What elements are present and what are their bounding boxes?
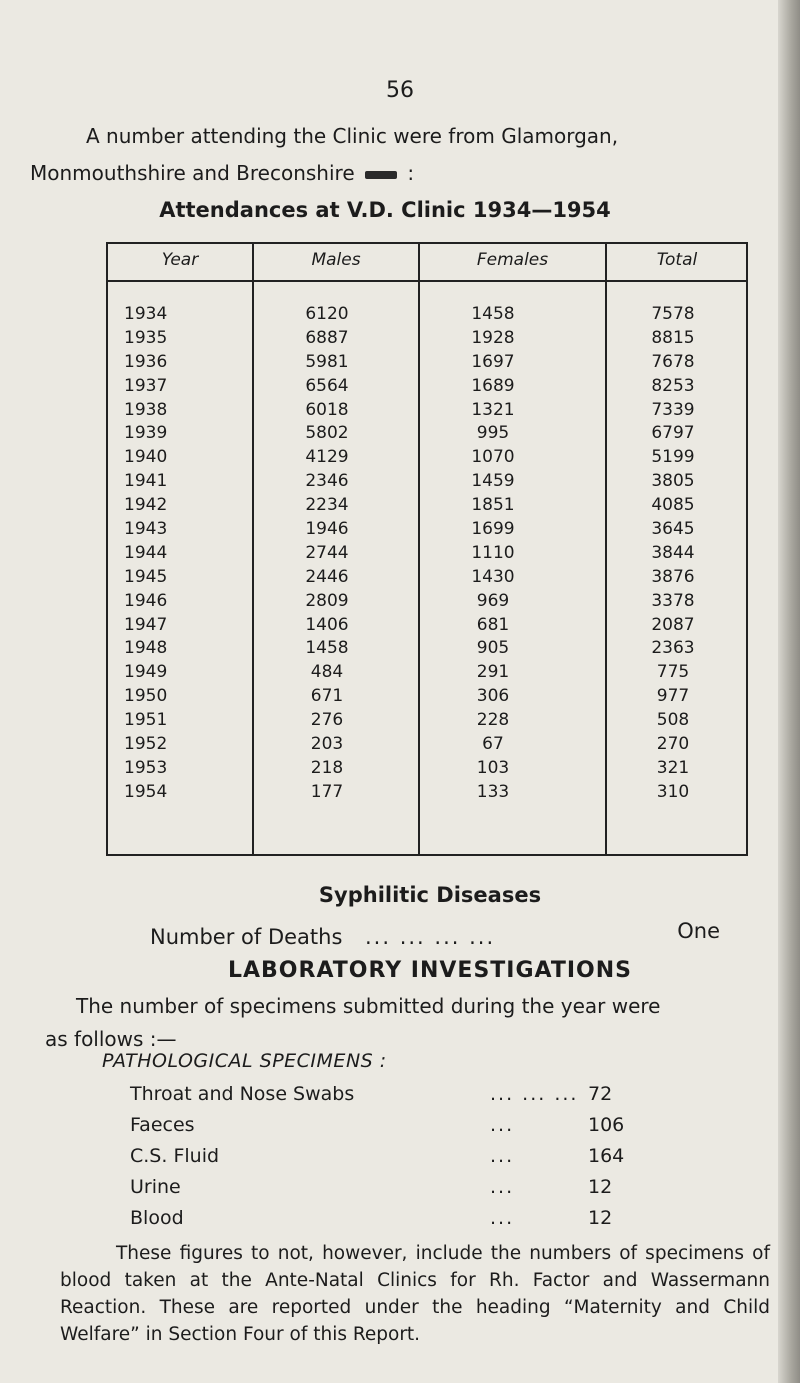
- intro-line-2-text: Monmouthshire and Breconshire: [30, 161, 355, 185]
- table-row: [108, 734, 746, 758]
- footnote-paragraph: [60, 1240, 770, 1348]
- year-cell: 1951: [124, 710, 168, 731]
- table-row: [108, 591, 746, 615]
- leader-dots: ...: [490, 1176, 515, 1198]
- females-cell: 1110: [471, 542, 515, 563]
- males-cell: 4129: [305, 447, 349, 468]
- table-row: [108, 400, 746, 424]
- females-cell: 306: [476, 686, 510, 707]
- total-cell: 3645: [651, 519, 695, 540]
- table-row: [108, 543, 746, 567]
- intro-line-2-colon: :: [407, 161, 415, 185]
- total-cell: 2363: [651, 638, 695, 659]
- table-title: Attendances at V.D. Clinic 1934—1954: [159, 198, 611, 222]
- year-cell: 1949: [124, 662, 168, 683]
- intro-line-1: A number attending the Clinic were from Glamorgan,: [86, 124, 619, 148]
- table-row: [108, 304, 746, 328]
- table-row: [108, 662, 746, 686]
- males-cell: 2744: [305, 542, 349, 563]
- year-cell: 1946: [124, 590, 168, 611]
- table-row: [108, 710, 746, 734]
- total-cell: 775: [656, 662, 690, 683]
- males-cell: 203: [310, 734, 344, 755]
- males-cell: 6018: [305, 399, 349, 420]
- total-cell: 310: [656, 781, 690, 802]
- specimen-count: 72: [588, 1083, 613, 1105]
- total-cell: 270: [656, 734, 690, 755]
- specimen-count: 106: [588, 1114, 625, 1136]
- males-cell: 218: [310, 757, 344, 778]
- males-cell: 6120: [305, 304, 349, 324]
- total-cell: 3378: [651, 590, 695, 611]
- deaths-value: One: [677, 919, 720, 943]
- females-cell: 1851: [471, 495, 515, 516]
- females-cell: 1070: [471, 447, 515, 468]
- total-cell: 8253: [651, 375, 695, 396]
- total-cell: 3805: [651, 471, 695, 492]
- laboratory-intro-line-1: The number of specimens submitted during the year were: [76, 994, 661, 1018]
- table-row: [108, 376, 746, 400]
- leader-dots: ... ... ... ...: [365, 925, 496, 949]
- intro-line-2: [30, 155, 786, 192]
- females-cell: 1459: [471, 471, 515, 492]
- column-header-males: Males: [311, 250, 361, 270]
- specimen-count: 12: [588, 1207, 613, 1229]
- table-row: [108, 567, 746, 591]
- year-cell: 1948: [124, 638, 168, 659]
- females-cell: 228: [476, 710, 510, 731]
- males-cell: 5981: [305, 351, 349, 372]
- specimens-heading: PATHOLOGICAL SPECIMENS :: [102, 1050, 387, 1072]
- males-cell: 2346: [305, 471, 349, 492]
- header-divider: [108, 280, 746, 282]
- specimen-row: [130, 1207, 690, 1238]
- column-header-females: Females: [476, 250, 549, 270]
- specimen-row: [130, 1114, 690, 1145]
- attendance-table: [106, 242, 748, 856]
- table-row: [108, 758, 746, 782]
- females-cell: 67: [482, 734, 504, 755]
- females-cell: 1928: [471, 327, 515, 348]
- year-cell: 1952: [124, 734, 168, 755]
- females-cell: 291: [476, 662, 510, 683]
- year-cell: 1945: [124, 566, 168, 587]
- table-row: [108, 423, 746, 447]
- males-cell: 671: [310, 686, 344, 707]
- females-cell: 905: [476, 638, 510, 659]
- males-cell: 2809: [305, 590, 349, 611]
- males-cell: 6887: [305, 327, 349, 348]
- specimen-row: [130, 1083, 690, 1114]
- table-row: [108, 686, 746, 710]
- females-cell: 1430: [471, 566, 515, 587]
- total-cell: 7578: [651, 304, 695, 324]
- page-number: 56: [386, 78, 414, 103]
- year-cell: 1936: [124, 351, 168, 372]
- males-cell: 1406: [305, 614, 349, 635]
- total-cell: 8815: [651, 327, 695, 348]
- table-row: [108, 615, 746, 639]
- table-row: [108, 519, 746, 543]
- females-cell: 681: [476, 614, 510, 635]
- laboratory-heading: LABORATORY INVESTIGATIONS: [227, 958, 633, 983]
- total-cell: 6797: [651, 423, 695, 444]
- year-cell: 1939: [124, 423, 168, 444]
- specimen-name: Faeces: [130, 1114, 195, 1136]
- laboratory-intro-line-2: as follows :—: [45, 1027, 177, 1051]
- year-cell: 1943: [124, 519, 168, 540]
- column-header-year: Year: [161, 250, 199, 270]
- total-cell: 508: [656, 710, 690, 731]
- table-row: [108, 782, 746, 806]
- page-edge-shadow: [778, 0, 800, 1383]
- intro-paragraph: [30, 118, 786, 192]
- males-cell: 276: [310, 710, 344, 731]
- males-cell: 484: [310, 662, 344, 683]
- specimen-name: Throat and Nose Swabs: [130, 1083, 355, 1105]
- specimen-count: 164: [588, 1145, 625, 1167]
- laboratory-intro: [45, 990, 796, 1056]
- year-cell: 1947: [124, 614, 168, 635]
- year-cell: 1944: [124, 542, 168, 563]
- males-cell: 1458: [305, 638, 349, 659]
- table-row: [108, 638, 746, 662]
- leader-dots: ...: [490, 1114, 515, 1136]
- total-cell: 3844: [651, 542, 695, 563]
- males-cell: 177: [310, 781, 344, 802]
- table-row: [108, 328, 746, 352]
- total-cell: 3876: [651, 566, 695, 587]
- column-header-total: Total: [656, 250, 698, 270]
- males-cell: 2446: [305, 566, 349, 587]
- year-cell: 1950: [124, 686, 168, 707]
- syphilitic-heading: Syphilitic Diseases: [318, 883, 542, 907]
- year-cell: 1942: [124, 495, 168, 516]
- leader-dots: ...: [490, 1145, 515, 1167]
- males-cell: 6564: [305, 375, 349, 396]
- total-cell: 2087: [651, 614, 695, 635]
- year-cell: 1954: [124, 781, 168, 802]
- year-cell: 1940: [124, 447, 168, 468]
- total-cell: 4085: [651, 495, 695, 516]
- footnote-text: These figures to not, however, include the numbers of specimens of blood taken at the Ante-Natal Clinics for Rh. Factor and Wassermann Reaction. These are reported under the heading “Maternity and Child Welfare” in Section Four of this Report.: [60, 1243, 770, 1345]
- year-cell: 1953: [124, 757, 168, 778]
- females-cell: 133: [476, 781, 510, 802]
- year-cell: 1935: [124, 327, 168, 348]
- table-body: [108, 304, 746, 806]
- specimen-name: Blood: [130, 1207, 184, 1229]
- leader-dots: ...: [490, 1207, 515, 1229]
- specimen-name: C.S. Fluid: [130, 1145, 220, 1167]
- total-cell: 977: [656, 686, 690, 707]
- males-cell: 5802: [305, 423, 349, 444]
- females-cell: 969: [476, 590, 510, 611]
- table-row: [108, 447, 746, 471]
- specimens-list: [130, 1083, 690, 1238]
- females-cell: 995: [476, 423, 510, 444]
- total-cell: 5199: [651, 447, 695, 468]
- ink-smudge: [365, 171, 397, 179]
- deaths-line: [150, 919, 720, 949]
- specimen-row: [130, 1176, 690, 1207]
- males-cell: 1946: [305, 519, 349, 540]
- specimen-name: Urine: [130, 1176, 181, 1198]
- females-cell: 1699: [471, 519, 515, 540]
- leader-dots: ... ... ...: [490, 1083, 579, 1105]
- females-cell: 103: [476, 757, 510, 778]
- specimen-row: [130, 1145, 690, 1176]
- total-cell: 7339: [651, 399, 695, 420]
- table-row: [108, 471, 746, 495]
- total-cell: 7678: [651, 351, 695, 372]
- total-cell: 321: [656, 757, 690, 778]
- females-cell: 1458: [471, 304, 515, 324]
- year-cell: 1937: [124, 375, 168, 396]
- males-cell: 2234: [305, 495, 349, 516]
- deaths-label: Number of Deaths: [150, 925, 343, 949]
- table-row: [108, 495, 746, 519]
- females-cell: 1321: [471, 399, 515, 420]
- year-cell: 1934: [124, 304, 168, 324]
- females-cell: 1697: [471, 351, 515, 372]
- year-cell: 1941: [124, 471, 168, 492]
- year-cell: 1938: [124, 399, 168, 420]
- females-cell: 1689: [471, 375, 515, 396]
- table-row: [108, 352, 746, 376]
- specimen-count: 12: [588, 1176, 613, 1198]
